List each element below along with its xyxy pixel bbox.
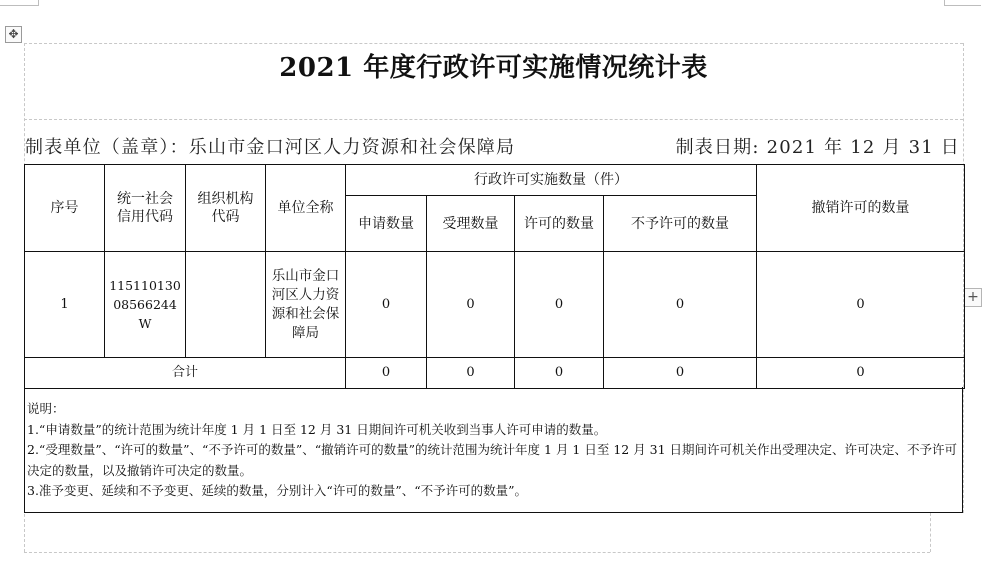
table-gridline bbox=[930, 513, 931, 552]
header-org-code bbox=[186, 165, 266, 252]
total-permitted: 0 bbox=[515, 358, 604, 389]
page-corner-top-right bbox=[944, 0, 981, 6]
note-item: 2.“受理数量”、“许可的数量”、“不予许可的数量”、“撤销许可的数量”的统计范围为统计年度 1 月 1 日至 12 月 31 日期间许可机关作出受理决定、许可决定、不予许可决定的数量，以及撤销许可决定的数量。 bbox=[27, 442, 958, 478]
table-gridline bbox=[24, 43, 963, 44]
header-seq: 序号 bbox=[25, 165, 105, 252]
header-permitted: 许可的数量 bbox=[515, 196, 604, 252]
header-unit-fullname: 单位全称 bbox=[266, 165, 346, 252]
cell-credit-code bbox=[105, 252, 186, 358]
cell-applied: 0 bbox=[346, 252, 427, 358]
total-accepted: 0 bbox=[427, 358, 515, 389]
cell-seq: 1 bbox=[25, 252, 105, 358]
prepared-date: 制表日期: 2021 年 12 月 31 日 bbox=[675, 137, 960, 158]
cell-accepted: 0 bbox=[427, 252, 515, 358]
prepared-by-unit: 制表单位（盖章）：乐山市金口河区人力资源和社会保障局 bbox=[25, 137, 516, 158]
table-gridline bbox=[24, 119, 963, 120]
table-gridline bbox=[24, 552, 930, 553]
total-applied: 0 bbox=[346, 358, 427, 389]
table-row bbox=[25, 252, 965, 358]
table-move-handle[interactable] bbox=[5, 26, 22, 43]
note-item: 1.“申请数量”的统计范围为统计年度 1 月 1 日至 12 月 31 日期间许可机关收到当事人许可申请的数量。 bbox=[27, 421, 607, 437]
notes-section bbox=[24, 387, 963, 513]
header-row bbox=[25, 165, 965, 196]
cell-unit-fullname bbox=[266, 252, 346, 358]
table-add-handle[interactable] bbox=[964, 288, 982, 307]
cell-permitted: 0 bbox=[515, 252, 604, 358]
statistics-table bbox=[24, 164, 965, 389]
header-applied: 申请数量 bbox=[346, 196, 427, 252]
header-credit-code bbox=[105, 165, 186, 252]
header-revoked: 撤销许可的数量 bbox=[757, 165, 965, 252]
total-revoked: 0 bbox=[757, 358, 965, 389]
cell-revoked: 0 bbox=[757, 252, 965, 358]
cell-org-code bbox=[186, 252, 266, 358]
document-title: 2021 年度行政许可实施情况统计表 bbox=[279, 53, 708, 83]
header-org-code-text: 组织机构代码 bbox=[197, 191, 254, 225]
header-credit-code-text: 统一社会信用代码 bbox=[117, 191, 173, 225]
notes-heading: 说明： bbox=[27, 401, 65, 416]
total-row bbox=[25, 358, 965, 389]
header-not-permitted: 不予许可的数量 bbox=[604, 196, 757, 252]
plus-icon: + bbox=[967, 289, 979, 305]
total-not-permitted: 0 bbox=[604, 358, 757, 389]
cell-credit-code-text: 11511013008566244W bbox=[109, 278, 181, 331]
total-label: 合计 bbox=[25, 358, 346, 389]
note-item: 3.准予变更、延续和不予变更、延续的数量，分别计入“许可的数量”、“不予许可的数量”。 bbox=[27, 483, 527, 498]
page-corner-top-left bbox=[0, 0, 39, 6]
header-permit-count-group: 行政许可实施数量（件） bbox=[346, 165, 757, 196]
cell-not-permitted: 0 bbox=[604, 252, 757, 358]
move-icon: ✥ bbox=[8, 27, 19, 41]
cell-unit-fullname-text: 乐山市金口河区人力资源和社会保障局 bbox=[271, 267, 340, 341]
header-accepted: 受理数量 bbox=[427, 196, 515, 252]
